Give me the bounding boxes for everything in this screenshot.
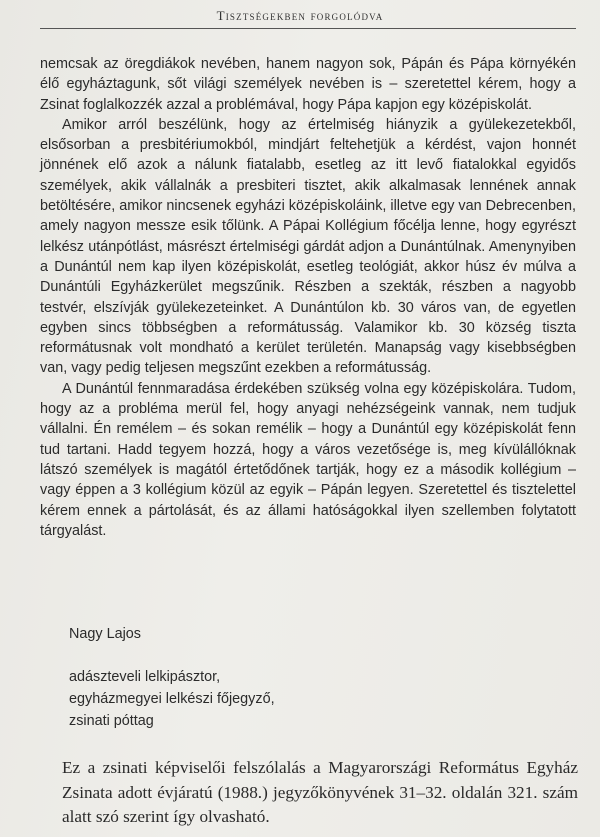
signature-title-line: zsinati póttag — [69, 713, 154, 729]
signature-title-line: egyházmegyei lelkészi főjegyző, — [69, 691, 275, 707]
signature-title-line: adászteveli lelkipásztor, — [69, 669, 221, 685]
signature-name: Nagy Lajos — [69, 626, 141, 642]
paragraph-continuation: nemcsak az öregdiákok nevében, hanem nagyon sok, Pápán és Pápa környékén élő egyháztagunk, sőt világi személyek nevében is – szeretettel kérem, hogy a Zsinat foglalkozzék azzal a problémával, hogy Pápa kapjon egy középiskolát. — [40, 56, 576, 113]
closing-note: Ez a zsinati képviselői felszólalás a Magyarországi Református Egyház Zsinata adott évjáratú (1988.) jegyzőkönyvének 31–32. oldalán 321. szám alatt szó szerint így olvasható. — [62, 758, 578, 826]
signature-titles — [69, 666, 275, 732]
running-head: Tisztségekben forgolódva — [216, 8, 384, 23]
paragraph-dunantul: A Dunántúl fennmaradása érdekében szükség volna egy középiskolára. Tudom, hogy az a probléma merül fel, hogy anyagi nehézségeink vannak, nem tudjuk vállalni. Én remélem – és sokan remélik – hogy a Dunántúl egy középiskolát fenn tud tartani. Hadd tegyem hozzá, hogy a város vezetősége is, meg kívülállóknak látszó személyek is magától értetődőnek tartják, hogy ez a második kollégium – vagy éppen a 3 kollégium közül az egyik – Pápán legyen. Szeretettel és tisztelettel kérem ennek a pártolását, és az állami hatóságokkal ilyen szellemben folytatott tárgyalást. — [40, 380, 576, 539]
body-text — [40, 54, 576, 541]
header-rule — [40, 28, 576, 29]
paragraph-presbitery: Amikor arról beszélünk, hogy az értelmiség hiányzik a gyülekezetekből, elsősorban a presbitériumokból, mindjárt feltehetjük a kérdést, vajon honnét jönnének elő azok a nálunk fiatalabb, esetleg az itt levő fiatalokkal egyidős személyek, akik vállalnák a presbiteri tisztet, akik alkalmasak lennének annak betöltésére, amikor nincsenek egyházi középiskoláink, illetve egy van Debrecenben, amely nagyon messze esik tőlünk. A Pápai Kollégium főcélja lenne, hogy egyrészt lelkész utánpótlást, másrészt értelmiségi gárdát adjon a Dunántúlnak. Amenynyiben a Dunántúl nem kap ilyen középiskolát, esetleg teológiát, akkor húsz év múlva a Dunántúli Egyházkerület megszűnik. Részben a szekták, részben a nagyobb testvér, elszívják gyülekezeteinket. A Dunántúlon kb. 30 város van, de egyetlen egyben sincs többségben a reformátusság. Valamikor kb. 30 község tiszta reformátusnak volt mondható a kerület területén. Manapság vagy kisebbségben van, vagy pedig teljesen megszűnt ezekben a reformátusság. — [40, 116, 576, 377]
